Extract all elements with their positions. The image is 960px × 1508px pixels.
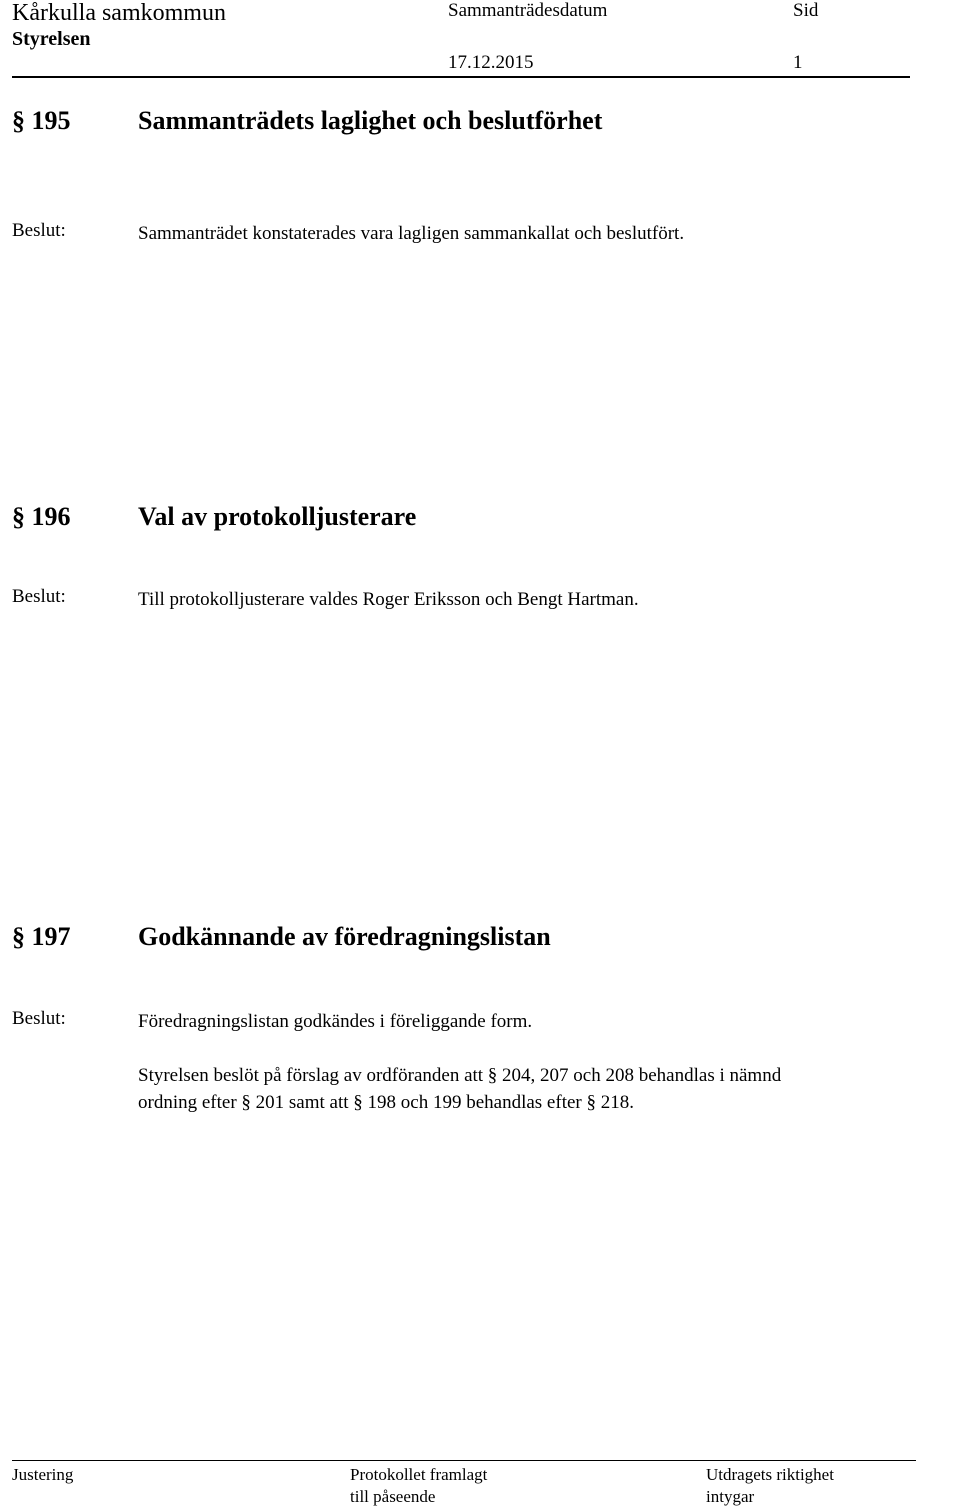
footer-extract-certified: Utdragets riktighet — [706, 1465, 834, 1484]
page-label: Sid — [793, 0, 819, 21]
footer-protocol-posted-line2: till påseende — [350, 1487, 436, 1506]
decision-label: Beslut: — [12, 586, 66, 607]
page-number: 1 — [793, 52, 803, 73]
section-title: Sammanträdets laglighet och beslutförhet — [138, 106, 603, 135]
section-196-heading — [12, 502, 912, 534]
decision-label: Beslut: — [12, 220, 66, 241]
section-195-heading — [12, 106, 912, 138]
decision-extra-line-2: ordning efter § 201 samt att § 198 och 199 behandlas efter § 218. — [138, 1092, 634, 1113]
section-title: Godkännande av föredragningslistan — [138, 922, 551, 951]
board-name: Styrelsen — [12, 28, 91, 50]
section-number: § 195 — [12, 106, 71, 135]
footer-justering: Justering — [12, 1465, 74, 1484]
footer-protocol-posted: Protokollet framlagt — [350, 1465, 488, 1484]
meeting-date-value: 17.12.2015 — [448, 52, 534, 73]
footer-divider — [12, 1460, 916, 1461]
decision-label: Beslut: — [12, 1008, 66, 1029]
footer-extract-certified-line2: intygar — [706, 1487, 755, 1506]
section-197-heading — [12, 922, 912, 954]
header-divider — [12, 76, 910, 78]
meeting-date-label: Sammanträdesdatum — [448, 0, 608, 21]
section-number: § 196 — [12, 502, 71, 531]
organization-name: Kårkulla samkommun — [12, 0, 226, 26]
section-number: § 197 — [12, 922, 71, 951]
decision-text: Föredragningslistan godkändes i föreliggande form. — [138, 1011, 533, 1032]
section-title: Val av protokolljusterare — [138, 502, 417, 531]
decision-text: Till protokolljusterare valdes Roger Eriksson och Bengt Hartman. — [138, 589, 639, 610]
decision-text: Sammanträdet konstaterades vara lagligen sammankallat och beslutfört. — [138, 223, 685, 244]
decision-extra-line-1: Styrelsen beslöt på förslag av ordföranden att § 204, 207 och 208 behandlas i nämnd — [138, 1065, 782, 1086]
